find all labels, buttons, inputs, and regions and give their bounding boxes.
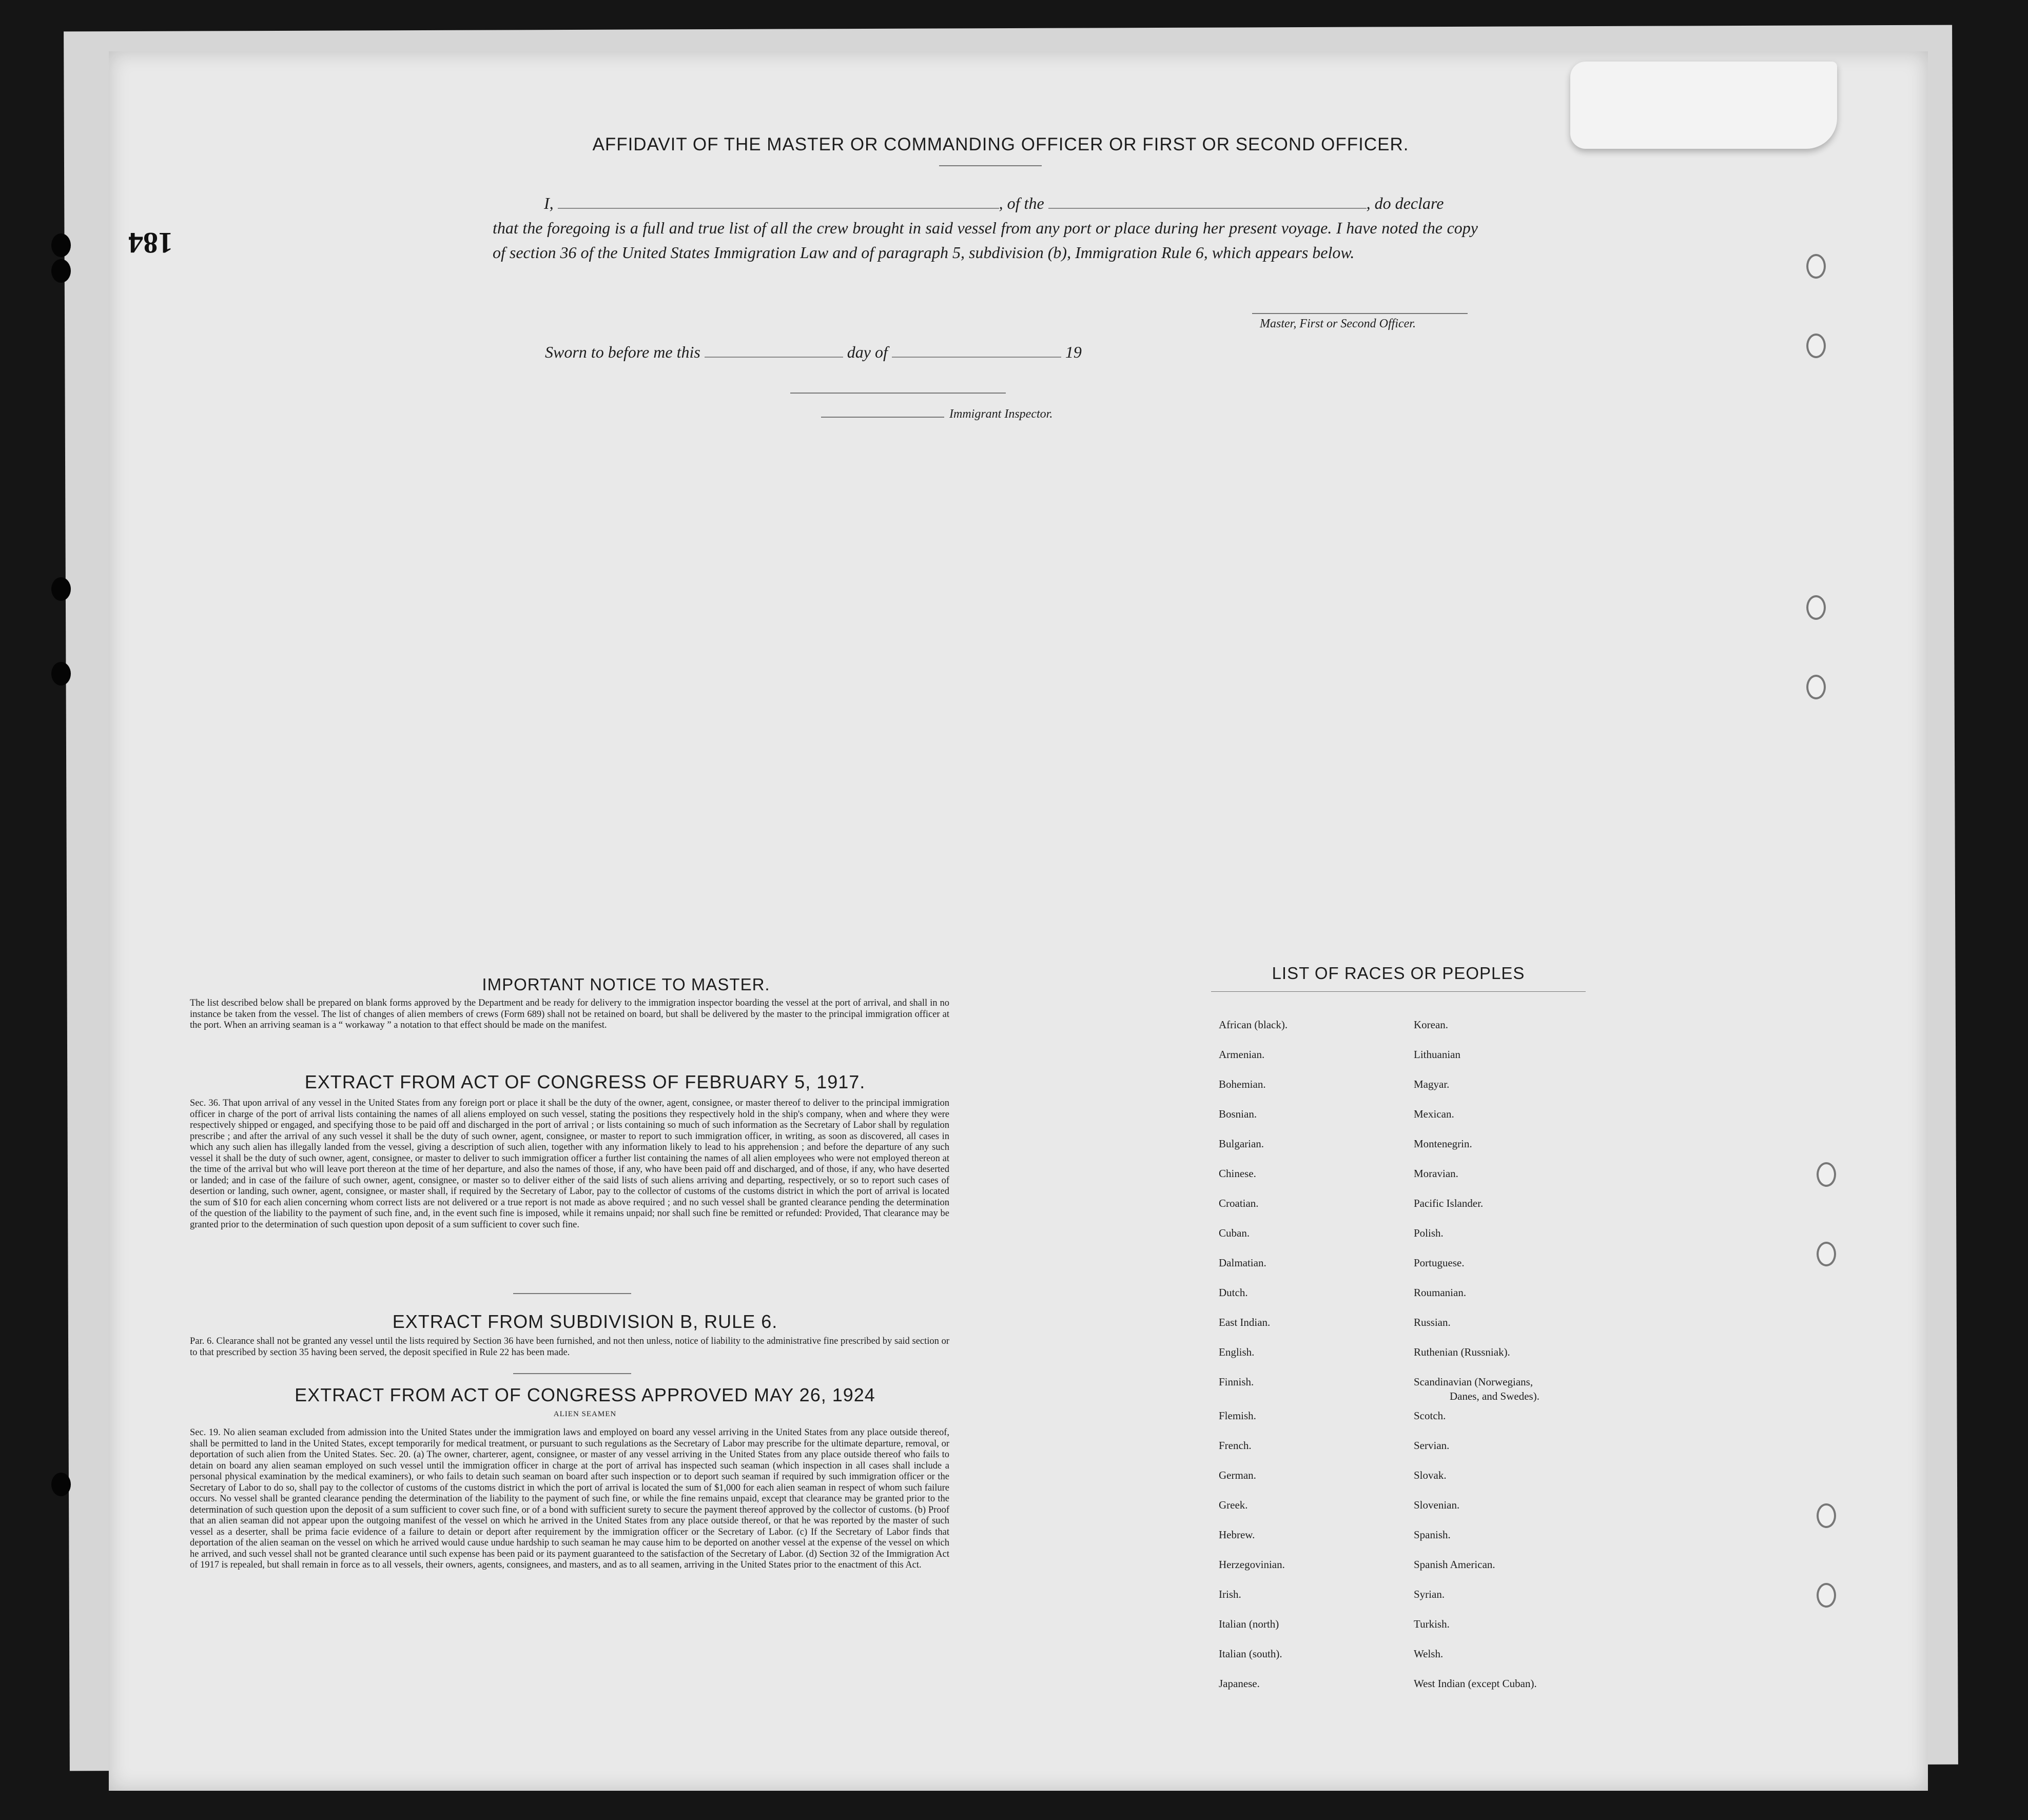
punch-hole [51,233,71,257]
punch-hole-ring [1817,1583,1836,1608]
affidavit-body-block [493,191,1478,265]
sworn-prefix: Sworn to before me this [545,343,700,361]
race-item: Ruthenian (Russniak). [1414,1346,1510,1358]
alien-seamen-subtitle: ALIEN SEAMEN [553,1410,617,1418]
race-item: Slovenian. [1414,1499,1460,1511]
race-item: Bulgarian. [1219,1138,1264,1150]
race-item: Moravian. [1414,1167,1458,1180]
race-item: Turkish. [1414,1618,1450,1630]
race-item: Portuguese. [1414,1257,1465,1269]
race-item: Korean. [1414,1019,1449,1031]
race-item: Servian. [1414,1439,1450,1452]
punch-hole [51,577,71,601]
sworn-day-blank [705,343,843,358]
inspector-signature-line [790,393,1006,394]
race-item: Polish. [1414,1227,1444,1239]
race-item: Cuban. [1219,1227,1250,1239]
race-item: Italian (north) [1219,1618,1279,1630]
punch-hole-ring [1806,334,1826,358]
of-the-label: , of the [999,194,1044,212]
affidavit-i-label: I, [544,194,554,212]
race-item: French. [1219,1439,1252,1452]
race-item: English. [1219,1346,1255,1358]
extract-1917-text: Sec. 36. That upon arrival of any vessel in the United States from any foreign port or place it shall be the duty of the owner, agent, consignee, or master thereof to deliver to the principal immigration officer in charge of the port of arrival lists containing the names of all aliens employed on such vessel, stating the positions they respectively hold in the ship's company, when and where they were respectively shipped or engaged, and specifying those to be paid off and discharged in the port of arrival ; or lists containing so much of such information as the Secretary of Labor shall by regulation prescribe ; and after the arrival of any such vessel it shall be the duty of such owner, agent, consignee, or master to report to such immigration officer, in writing, as soon as discovered, all cases in which any such alien has illegally landed from the vessel, giving a description of such alien, together with any information likely to lead to his apprehension ; and before the departure of any such vessel it shall be the duty of such owner, agent, consignee, or master to deliver to such immigration officer a further list containing the names of all alien employees who were not employed thereon at the time of the arrival but who will leave port thereon at the time of her departure, and also the names of those, if any, who have been paid off and discharged, and of those, if any, who have deserted or landed; and in case of the failure of such owner, agent, consignee, or master so to deliver either of the said lists of such aliens arriving and departing, respectively, or so to report such cases of desertion or landing, such owner, agent, consignee, or master shall, if required by the Secretary of Labor, pay to the collector of customs of the customs district in which the port of arrival is located the sum of $10 for each alien concerning whom correct lists are not delivered or a true report is not made as above required ; and no such vessel shall be granted clearance pending the determination of the question of the liability to the payment of such fine, and, in the event such fine is imposed, while it remains unpaid; nor shall such fine be remitted or refunded: Provided, That clearance may be granted prior to the determination of such question upon deposit of a sum sufficient to cover such fine. [190,1098,949,1230]
race-item: Dalmatian. [1219,1257,1266,1269]
race-item: Croatian. [1219,1197,1259,1209]
race-item: East Indian. [1219,1316,1271,1328]
race-item: Spanish. [1414,1529,1451,1541]
race-item: Pacific Islander. [1414,1197,1484,1209]
race-item: Spanish American. [1414,1558,1495,1571]
race-item: Welsh. [1414,1648,1444,1660]
affidavit-title: AFFIDAVIT OF THE MASTER OR COMMANDING OFFICER OR FIRST OR SECOND OFFICER. [592,134,1409,154]
punch-hole-ring [1817,1162,1836,1187]
punch-hole-ring [1806,595,1826,620]
race-item: Syrian. [1414,1588,1445,1600]
race-item: Dutch. [1219,1286,1248,1299]
punch-hole-ring [1806,254,1826,279]
title-divider [939,165,1042,166]
do-declare-label: , do declare [1366,194,1444,212]
inspector-signature-label: Immigrant Inspector. [949,407,1053,421]
section-divider [513,1293,631,1294]
race-item: Magyar. [1414,1078,1450,1090]
race-item: German. [1219,1469,1256,1481]
vessel-name-blank [1048,194,1367,209]
extract-1924-title: EXTRACT FROM ACT OF CONGRESS APPROVED MAY 26, 1924 [295,1384,875,1405]
extract-rule6-text: Par. 6. Clearance shall not be granted any vessel until the lists required by Section 36 have been furnished, and not then unless, notice of liability to the administrative fine prescribed by said section or to that prescribed by section 35 having been served, the deposit specified in Rule 22 has been made. [190,1336,949,1358]
races-title-divider [1211,991,1586,992]
race-item: Hebrew. [1219,1529,1255,1541]
section-divider [513,1373,631,1374]
race-item: Armenian. [1219,1048,1265,1061]
sworn-month-blank [892,343,1061,358]
race-item: Chinese. [1219,1167,1256,1180]
race-item: Bosnian. [1219,1108,1257,1120]
officer-name-blank [558,194,999,209]
race-item: Bohemian. [1219,1078,1266,1090]
folded-corner [1570,62,1837,149]
punch-hole [51,662,71,686]
notice-text: The list described below shall be prepared on blank forms approved by the Department and be ready for delivery to the immigration inspector boarding the vessel at the port of arrival, and shall in no instance be taken from the vessel. The list of changes of alien members of crews (Form 689) shall not be retained on board, but shall be delivered by the master to the principal immigration officer at the port. When an arriving seaman is a “ workaway ” a notation to that effect should be made on the manifest. [190,998,949,1030]
year-prefix: 19 [1065,343,1082,361]
race-item: West Indian (except Cuban). [1414,1677,1537,1690]
race-item: Japanese. [1219,1677,1260,1690]
extract-1924-text: Sec. 19. No alien seaman excluded from admission into the United States under the immigration laws and employed on board any vessel arriving in the United States from any place outside thereof, shall be permitted to land in the United States, except temporarily for medical treatment, or pursuant to such regulations as the Secretary of Labor may prescribe for the ultimate departure, removal, or deportation of such alien from the United States. Sec. 20. (a) The owner, charterer, agent, consignee, or master of any vessel arriving in the United States from any place outside thereof who fails to detain on board any alien seaman employed on such vessel until the immigration officer in charge at the port of arrival has inspected such seaman (which inspection in all cases shall include a personal physical examination by the medical examiners), or who fails to detain such seaman on board after such inspection or to deport such seaman if required by such immigration officer or the Secretary of Labor to do so, shall pay to the collector of customs of the customs district in which the port of arrival is located the sum of $1,000 for each alien seaman in respect of whom such failure occurs. No vessel shall be granted clearance pending the determination of the liability to the payment of such fine, or while the fine remains unpaid, except that clearance may be granted prior to the determination of such question upon the deposit of a sum sufficient to cover such fine, or of a bond with sufficient surety to secure the payment thereof approved by the collector of customs. (b) Proof that an alien seaman did not appear upon the outgoing manifest of the vessel on which he arrived in the United States from any place outside thereof, or that he was reported by the master of such vessel as a deserter, shall be prima facie evidence of a failure to detain or deport after requirement by the immigration officer or the Secretary of Labor. (c) If the Secretary of Labor finds that deportation of the alien seaman on the vessel on which he arrived would cause undue hardship to such seaman he may cause him to be deported on another vessel at the expense of the vessel on which he arrived, and such vessel shall not be granted clearance until such expense has been paid or its payment guaranteed to the satisfaction of the Secretary of Labor. (d) Section 32 of the Immigration Act of 1917 is repealed, but shall remain in force as to all vessels, their owners, agents, consignees, and masters, and as to all seamen, arriving in the United States prior to the enactment of this Act. [190,1427,949,1570]
inspector-signature-line [821,417,944,418]
punch-hole-ring [1806,675,1826,699]
race-item: Herzegovinian. [1219,1558,1285,1571]
affidavit-statement: that the foregoing is a full and true list of all the crew brought in said vessel from any port or place during her present voyage. I have noted the copy of section 36 of the United States Immigration Law and of paragraph 5, subdivision (b), Immigration Rule 6, which appears below. [493,219,1478,262]
punch-hole [51,1473,71,1496]
race-item: Italian (south). [1219,1648,1282,1660]
race-item: Roumanian. [1414,1286,1467,1299]
race-item-continuation: Danes, and Swedes). [1450,1390,1539,1402]
notice-title: IMPORTANT NOTICE TO MASTER. [482,975,770,994]
page-number: 184 [128,226,173,260]
race-item: Lithuanian [1414,1048,1460,1061]
day-of-label: day of [847,343,888,361]
affidavit-first-line [493,191,1478,216]
race-item: Russian. [1414,1316,1451,1328]
extract-rule6-title: EXTRACT FROM SUBDIVISION B, RULE 6. [392,1311,778,1332]
master-signature-line [1252,313,1468,314]
race-item: Greek. [1219,1499,1248,1511]
master-signature-label: Master, First or Second Officer. [1260,317,1416,330]
race-item: Irish. [1219,1588,1241,1600]
race-item: Scandinavian (Norwegians, [1414,1376,1533,1388]
race-item: African (black). [1219,1019,1288,1031]
races-title: LIST OF RACES OR PEOPLES [1272,964,1525,983]
punch-hole-ring [1817,1242,1836,1266]
punch-hole [51,259,71,283]
extract-1917-title: EXTRACT FROM ACT OF CONGRESS OF FEBRUARY 5, 1917. [304,1071,866,1092]
race-item: Mexican. [1414,1108,1454,1120]
punch-hole-ring [1817,1503,1836,1528]
race-item: Finnish. [1219,1376,1254,1388]
race-item: Scotch. [1414,1410,1446,1422]
race-item: Slovak. [1414,1469,1447,1481]
race-item: Flemish. [1219,1410,1256,1422]
sworn-line [545,343,1082,362]
race-item: Montenegrin. [1414,1138,1472,1150]
